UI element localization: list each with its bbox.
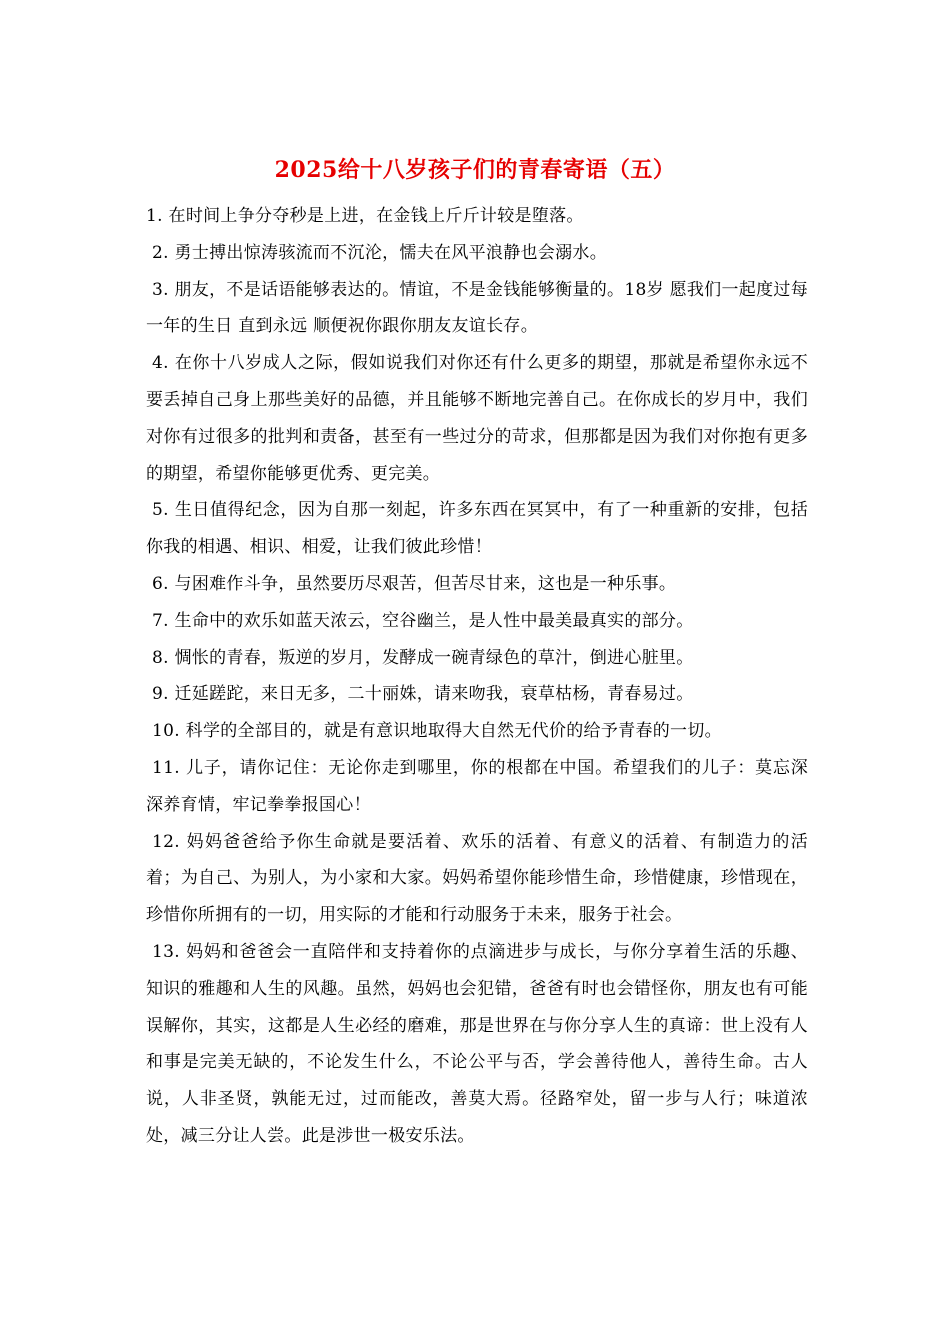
list-item: 2. 勇士搏出惊涛骇流而不沉沦，懦夫在风平浪静也会溺水。 xyxy=(152,242,608,263)
list-item: 7. 生命中的欢乐如蓝天浓云，空谷幽兰，是人性中最美最真实的部分。 xyxy=(152,610,694,631)
document-title: 2025给十八岁孩子们的青春寄语（五） xyxy=(274,157,676,183)
list-item: 8. 惆怅的青春，叛逆的岁月，发酵成一碗青绿色的草汁，倒进心脏里。 xyxy=(152,647,694,668)
document-body xyxy=(146,198,808,1155)
list-item: 12. 妈妈爸爸给予你生命就是要活着、欢乐的活着、有意义的活着、有制造力的活着；为自己、为别人，为小家和大家。妈妈希望你能珍惜生命，珍惜健康，珍惜现在，珍惜你所拥有的一切，用实际的才能和行动服务于未来，服务于社会。 xyxy=(146,831,808,926)
list-item: 10. 科学的全部目的，就是有意识地取得大自然无代价的给予青春的一切。 xyxy=(152,721,722,742)
list-item: 5. 生日值得纪念，因为自那一刻起，许多东西在冥冥中，有了一种重新的安排，包括你我的相遇、相识、相爱，让我们彼此珍惜！ xyxy=(146,500,808,558)
list-item: 13. 妈妈和爸爸会一直陪伴和支持着你的点滴进步与成长，与你分享着生活的乐趣、知识的雅趣和人生的风趣。虽然，妈妈也会犯错，爸爸有时也会错怪你，朋友也有可能误解你，其实，这都是人生必经的磨难，那是世界在与你分享人生的真谛：世上没有人和事是完美无缺的，不论发生什么，不论公平与否，学会善待他人，善待生命。古人说，人非圣贤，孰能无过，过而能改，善莫大焉。径路窄处，留一步与人行；味道浓处，减三分让人尝。此是涉世一极安乐法。 xyxy=(146,941,808,1146)
list-item: 1. 在时间上争分夺秒是上进，在金钱上斤斤计较是堕落。 xyxy=(146,206,584,226)
list-item: 9. 迁延蹉跎，来日无多，二十丽姝，请来吻我，衰草枯杨，青春易过。 xyxy=(152,684,694,705)
list-item: 4. 在你十八岁成人之际，假如说我们对你还有什么更多的期望，那就是希望你永远不要丢掉自己身上那些美好的品德，并且能够不断地完善自己。在你成长的岁月中，我们对你有过很多的批判和责备，甚至有一些过分的苛求，但那都是因为我们对你抱有更多的期望，希望你能够更优秀、更完美。 xyxy=(146,353,808,484)
list-item: 11. 儿子，请你记住：无论你走到哪里，你的根都在中国。希望我们的儿子：莫忘深深养育情，牢记拳拳报国心！ xyxy=(146,757,808,815)
list-item: 3. 朋友，不是话语能够表达的。情谊，不是金钱能够衡量的。18岁 愿我们一起度过每一年的生日 直到永远 顺便祝你跟你朋友友谊长存。 xyxy=(146,279,808,337)
list-item: 6. 与困难作斗争，虽然要历尽艰苦，但苦尽甘来，这也是一种乐事。 xyxy=(152,573,677,594)
